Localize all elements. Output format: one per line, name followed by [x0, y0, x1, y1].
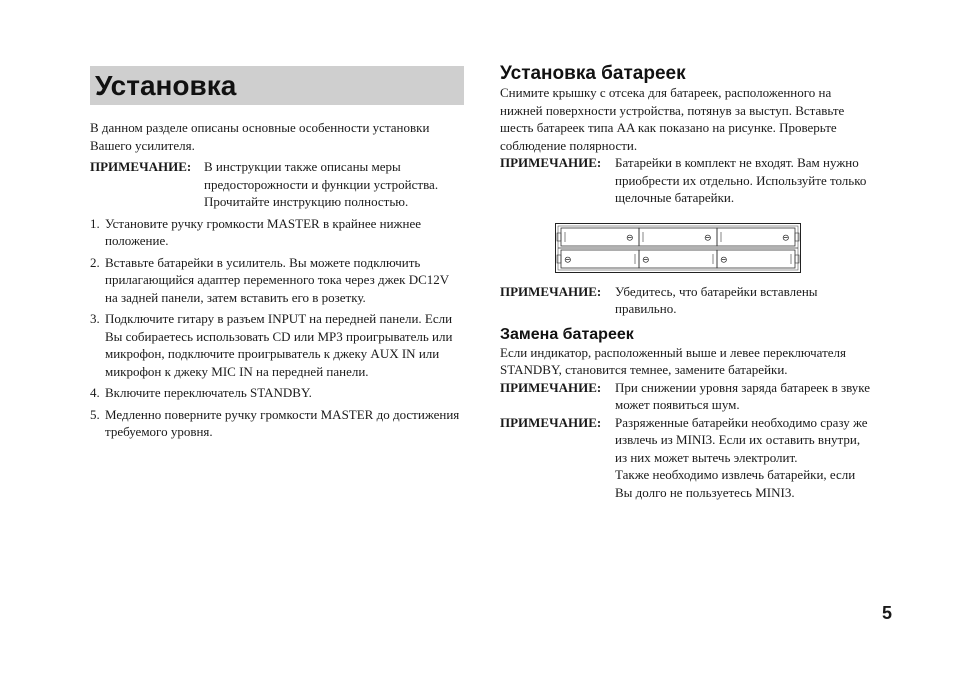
list-item: 1. Установите ручку громкости MASTER в крайнее нижнее положение. — [90, 215, 422, 248]
setup-intro: В данном разделе описаны основные особенности установки Вашего усилителя. — [90, 120, 430, 153]
minus-polarity-icon: ⊖ — [782, 233, 790, 243]
right-column — [500, 64, 872, 501]
heading-battery-replace: Замена батареек — [500, 325, 634, 343]
heading-battery-install: Установка батареек — [500, 63, 686, 84]
minus-polarity-icon: ⊖ — [704, 233, 712, 243]
battery-replace-text: Если индикатор, расположенный выше и левее переключателя STANDBY, становится темнее, замените батарейки. — [500, 344, 847, 377]
note-text: В инструкции также описаны меры предосторожности и функции устройства. Прочитайте инструкцию полностью. — [204, 159, 439, 209]
note-4-text: Разряженные батарейки необходимо сразу же извлечь из MINI3. Если их оставить внутри, из них может вытечь электролит. — [615, 414, 868, 465]
section-heading-setup: Установка — [90, 66, 464, 105]
minus-polarity-icon: ⊖ — [564, 255, 572, 265]
list-item: 2. Вставьте батарейки в усилитель. Вы можете подключить прилагающийся адаптер переменного тока через джек DC12V на задней панели, затем вставить его в розетку. — [90, 254, 449, 305]
setup-note — [90, 158, 464, 211]
note-4-text-2: Также необходимо извлечь батарейки, если Вы долго не пользуетесь MINI3. — [615, 467, 856, 500]
minus-polarity-icon: ⊖ — [642, 255, 650, 265]
battery-note-4: ПРИМЕЧАНИЕ: Разряженные батарейки необходимо сразу же извлечь из MINI3. Если их оставить внутри, из них может вытечь электролит. Также необходимо извлечь батарейки, если Вы долго не пользуетесь MINI3. — [500, 414, 868, 500]
battery-note-2: ПРИМЕЧАНИЕ: Убедитесь, что батарейки вставлены правильно. — [500, 283, 818, 316]
battery-note-3: ПРИМЕЧАНИЕ: При снижении уровня заряда батареек в звуке может появиться шум. — [500, 379, 871, 412]
minus-polarity-icon: ⊖ — [720, 255, 728, 265]
minus-polarity-icon: ⊖ — [626, 233, 634, 243]
page-number: 5 — [882, 603, 893, 623]
setup-steps — [90, 215, 464, 441]
battery-compartment-figure — [555, 223, 801, 273]
list-item: 4. Включите переключатель STANDBY. — [90, 385, 312, 400]
battery-note-1: ПРИМЕЧАНИЕ: Батарейки в комплект не входят. Вам нужно приобрести их отдельно. Используйте только щелочные батарейки. — [500, 155, 867, 205]
battery-install-text: Снимите крышку с отсека для батареек, расположенного на нижней поверхности устройства, потянув за выступ. Вставьте шесть батареек типа AA как показано на рисунке. Проверьте соблюдение полярности. — [500, 85, 845, 153]
list-item: 5. Медленно поверните ручку громкости MASTER до достижения требуемого уровня. — [90, 406, 460, 439]
note-label: ПРИМЕЧАНИЕ: — [90, 159, 192, 174]
list-item: 3. Подключите гитару в разъем INPUT на передней панели. Если Вы собираетесь использовать CD или MP3 проигрыватель или микрофон, подключите проигрыватель к джеку AUX IN или микрофон к джеку MIC IN на передней панели. — [90, 311, 453, 379]
left-column — [90, 66, 464, 441]
